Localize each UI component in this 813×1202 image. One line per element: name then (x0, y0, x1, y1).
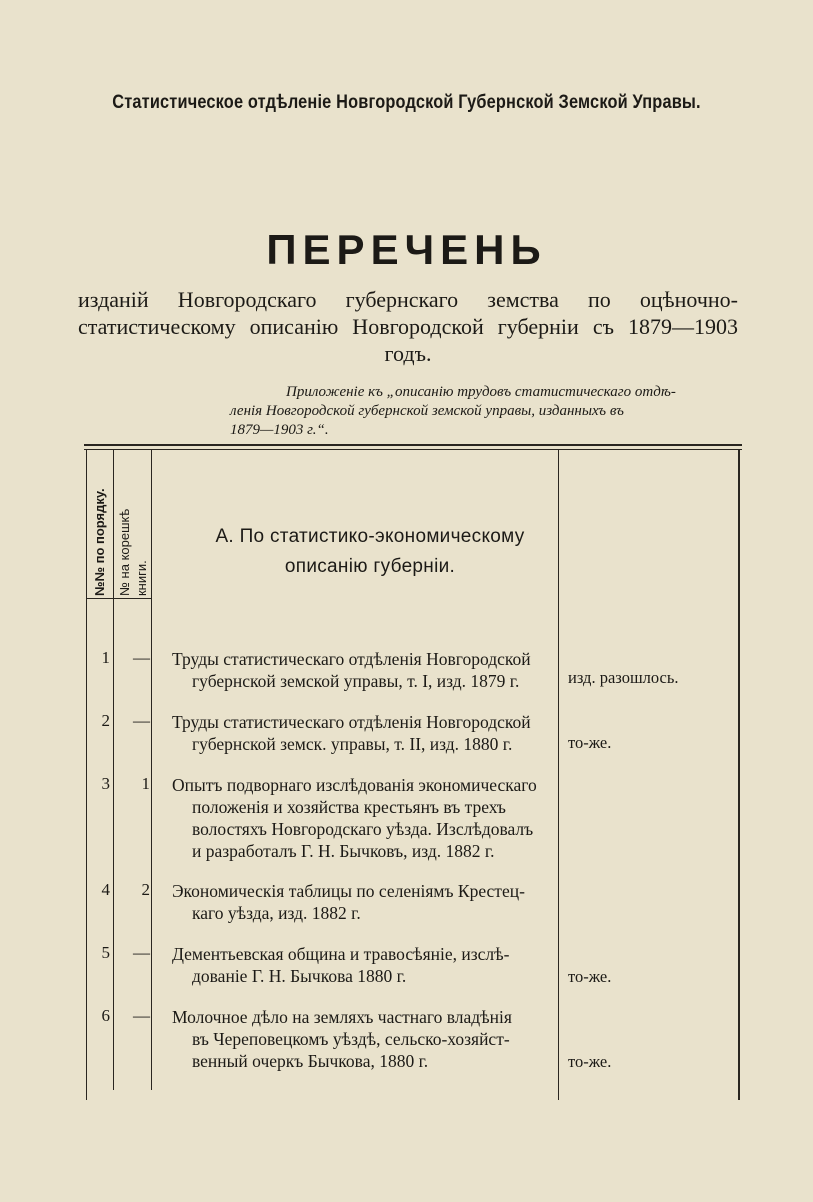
row-description-line: Дементьевская община и травосѣяніе, изслѣ- (172, 944, 510, 964)
row-description-line: и разработалъ Г. Н. Бычковъ, изд. 1882 г. (192, 841, 495, 861)
row-number: 5 (101, 943, 110, 962)
row-description-line: губернской земской управы, т. I, изд. 1879 г. (192, 671, 520, 691)
row-description-line: каго уѣзда, изд. 1882 г. (192, 903, 361, 923)
row-description-line: Труды статистическаго отдѣленія Новгородской (172, 649, 531, 669)
section-heading-line-1: А. По статистико-экономическому (215, 526, 525, 547)
row-spine-number: 2 (141, 880, 150, 899)
column-header-spine: № на корешкѣ (117, 508, 132, 596)
page-subtitle: изданій Новгородскаго губернскаго земства по оцѣночно-статистическому описанію Новгородской губерніи съ 1879—1903 годъ. (78, 287, 738, 366)
row-description (172, 711, 550, 755)
column-divider-order (113, 450, 114, 1090)
column-divider-spine (151, 450, 152, 1090)
row-note: то-же. (568, 733, 612, 752)
row-description-line: Опытъ подворнаго изслѣдованія экономическаго (172, 775, 537, 795)
row-spine-number: — (133, 711, 150, 730)
column-header-order: №№ по порядку. (92, 488, 107, 596)
row-description (172, 880, 550, 924)
section-heading-line-2: описанію губерніи. (284, 556, 456, 577)
row-number: 1 (101, 648, 110, 667)
row-description (172, 1006, 550, 1072)
row-note: изд. разошлось. (568, 668, 679, 687)
row-description (172, 943, 550, 987)
row-description-line: Экономическія таблицы по селеніямъ Крестец- (172, 881, 525, 901)
row-description-line: Труды статистическаго отдѣленія Новгородской (172, 712, 531, 732)
row-description (172, 648, 550, 692)
row-spine-number: 1 (141, 774, 150, 793)
row-note: то-же. (568, 1052, 612, 1071)
row-description-line: положенія и хозяйства крестьянъ въ трехъ (192, 797, 506, 817)
row-description-line: Молочное дѣло на земляхъ частнаго владѣнія (172, 1007, 512, 1027)
row-description-line: волостяхъ Новгородскаго уѣзда. Изслѣдовалъ (192, 819, 534, 839)
row-description (172, 774, 550, 862)
row-note: то-же. (568, 967, 612, 986)
table-top-rule-thin (84, 449, 742, 450)
table-right-border (738, 450, 740, 1100)
appendix-note (230, 383, 740, 440)
appendix-line-3: 1879—1903 г.“. (230, 422, 329, 438)
row-description-line: губернской земск. управы, т. II, изд. 1880 г. (192, 734, 513, 754)
table-top-rule (84, 444, 742, 446)
row-number: 3 (101, 774, 110, 793)
appendix-line-1: Приложеніе къ „описанію трудовъ статистическаго отдѣ- (286, 384, 676, 400)
row-description-line: дованіе Г. Н. Бычкова 1880 г. (192, 966, 407, 986)
header-bottom-rule (86, 598, 152, 599)
page-header: Статистическое отдѣленіе Новгородской Губернской Земской Управы. (112, 92, 701, 113)
row-number: 4 (101, 880, 110, 899)
row-spine-number: — (133, 1006, 150, 1025)
column-header-spine-book: книги. (134, 560, 149, 596)
row-number: 6 (101, 1006, 110, 1025)
page-title: ПЕРЕЧЕНЬ (266, 226, 547, 273)
row-spine-number: — (133, 943, 150, 962)
row-spine-number: — (133, 648, 150, 667)
row-description-line: венный очеркъ Бычкова, 1880 г. (192, 1051, 429, 1071)
appendix-line-2: ленія Новгородской губернской земской управы, изданныхъ въ (230, 403, 624, 419)
row-description-line: въ Череповецкомъ уѣздѣ, сельско-хозяйст- (192, 1029, 510, 1049)
row-number: 2 (101, 711, 110, 730)
section-heading (160, 522, 580, 582)
